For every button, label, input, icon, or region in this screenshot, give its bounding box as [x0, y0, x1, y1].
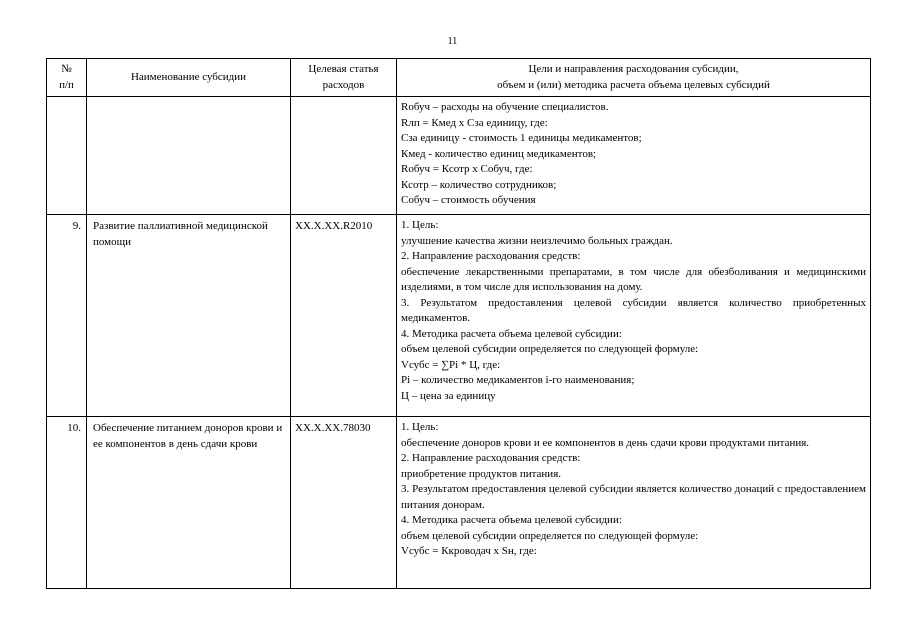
- row-code: XX.X.XX.78030: [291, 417, 397, 589]
- header-code: Целевая статья расходов: [291, 59, 397, 97]
- table-header-row: [47, 59, 871, 97]
- header-num: № п/п: [47, 59, 87, 97]
- table-row: [47, 215, 871, 417]
- row-name: [87, 97, 291, 215]
- table-row: [47, 417, 871, 589]
- header-name: Наименование субсидии: [87, 59, 291, 97]
- row-num: [47, 97, 87, 215]
- row-goal: Rобуч – расходы на обучение специалистов. Rлп = Кмед х Сза единицу, где: Сза единицу - стоимость 1 единицы медикаментов; Кмед - количество единиц медикаментов; Rобуч = Ксотр х Собуч, где: Ксотр – количество сотрудников; Собуч – стоимость обучения: [397, 97, 871, 215]
- header-goal: Цели и направления расходования субсидии, объем и (или) методика расчета объема целевых субсидий: [397, 59, 871, 97]
- row-num: 10.: [47, 417, 87, 589]
- row-name: Обеспечение питанием доноров крови и ее компонентов в день сдачи крови: [87, 417, 291, 589]
- page-number: 11: [447, 36, 458, 47]
- row-code: XX.X.XX.R2010: [291, 215, 397, 417]
- row-num: 9.: [47, 215, 87, 417]
- row-name: Развитие паллиативной медицинской помощи: [87, 215, 291, 417]
- subsidy-table: [46, 58, 871, 589]
- row-goal: 1. Цель: улучшение качества жизни неизлечимо больных граждан. 2. Направление расходования средств: обеспечение лекарственными препаратами, в том числе для обезболивания и медицинскими изделиями, в том числе для использования на дому. 3. Результатом предоставления целевой субсидии является количество приобретенных медикаментов. 4. Методика расчета объема целевой субсидии: объем целевой субсидии определяется по следующей формуле: Vсубс = ∑Pi * Ц, где: Pi – количество медикаментов i-го наименования; Ц – цена за единицу: [397, 215, 871, 417]
- table-row: [47, 97, 871, 215]
- row-code: [291, 97, 397, 215]
- row-goal: 1. Цель: обеспечение доноров крови и ее компонентов в день сдачи крови продуктами питания. 2. Направление расходования средств: приобретение продуктов питания. 3. Результатом предоставления целевой субсидии является количество донаций с предоставлением питания донорам. 4. Методика расчета объема целевой субсидии: объем целевой субсидии определяется по следующей формуле: Vсубс = Ккроводач х Sн, где:: [397, 417, 871, 589]
